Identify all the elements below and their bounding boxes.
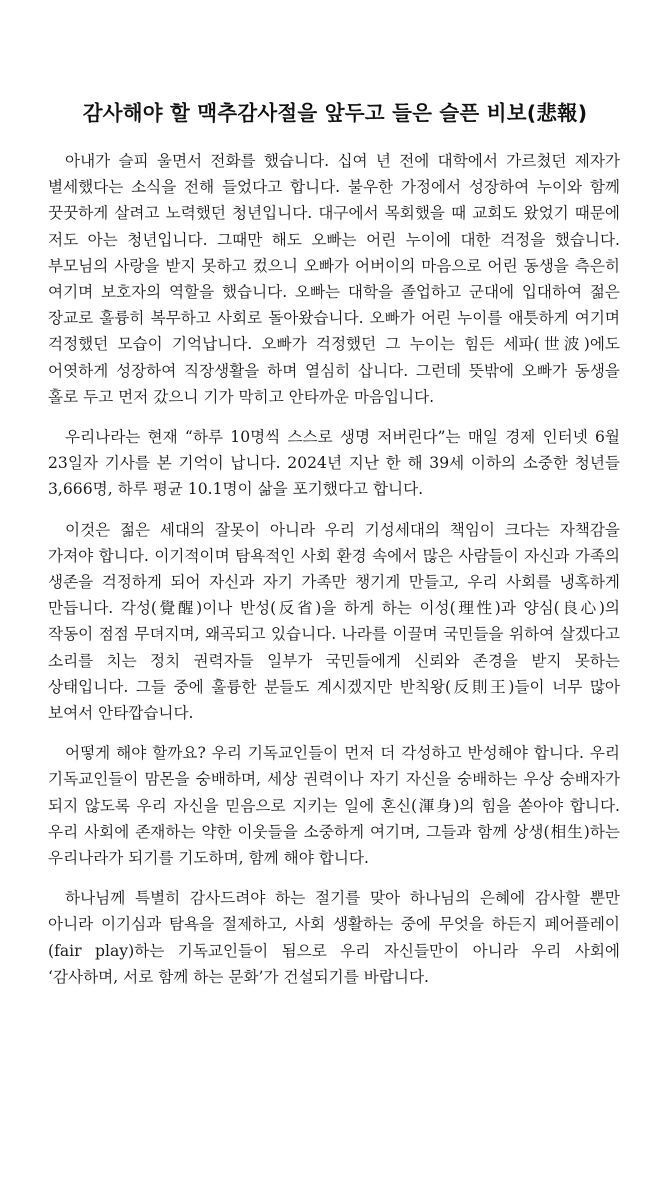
paragraph-5: 하나님께 특별히 감사드려야 하는 절기를 맞아 하나님의 은혜에 감사할 뿐만 아니라 이기심과 탐욕을 절제하고, 사회 생활하는 중에 무엇을 하든지 페어플레이(fair play)하는 기독교인들이 됨으로 우리 자신들만이 아니라 우리 사회에 ‘감사하며, 서로 함께 하는 문화’가 건설되기를 바랍니다.: [48, 889, 620, 986]
paragraph-4: 어떻게 해야 할까요? 우리 기독교인들이 먼저 더 각성하고 반성해야 합니다. 우리 기독교인들이 맘몬을 숭배하며, 세상 권력이나 자기 자신을 숭배하는 우상 숭배자가 되지 않도록 우리 자신을 믿음으로 지키는 일에 혼신(渾身)의 힘을 쏟아야 합니다. 우리 사회에 존재하는 약한 이웃들을 소중하게 여기며, 그들과 함께 상생(相生)하는 우리나라가 되기를 기도하며, 함께 해야 합니다.: [48, 744, 620, 868]
article-body: [48, 148, 620, 1004]
page-title: 감사해야 할 맥추감사절을 앞두고 들은 슬픈 비보(悲報): [82, 101, 588, 125]
paragraph-1: 아내가 슬피 울면서 전화를 했습니다. 십여 년 전에 대학에서 가르쳤던 제자가 별세했다는 소식을 전해 들었다고 합니다. 불우한 가정에서 성장하여 누이와 함께 꿋꿋하게 살려고 노력했던 청년입니다. 대구에서 목회했을 때 교회도 왔었기 때문에 저도 아는 청년입니다. 그때만 해도 오빠는 어린 누이에 대한 걱정을 했습니다. 부모님의 사랑을 받지 못하고 컸으니 오빠가 어버이의 마음으로 어린 동생을 측은히 여기며 보호자의 역할을 했습니다. 오빠는 대학을 졸업하고 군대에 입대하여 젊은 장교로 훌륭히 복무하고 사회로 돌아왔습니다. 오빠가 어린 누이를 애틋하게 여기며 걱정했던 모습이 기억납니다. 오빠가 걱정했던 그 누이는 힘든 세파(世波)에도 어엿하게 성장하여 직장생활을 하며 열심히 삽니다. 그런데 뜻밖에 오빠가 동생을 홀로 두고 먼저 갔으니 기가 막히고 안타까운 마음입니다.: [48, 152, 620, 406]
paragraph-2: 우리나라는 현재 “하루 10명씩 스스로 생명 저버린다”는 매일 경제 인터넷 6월 23일자 기사를 본 기억이 납니다. 2024년 지난 한 해 39세 이하의 소중한 청년들 3,666명, 하루 평균 10.1명이 삶을 포기했다고 합니다.: [48, 428, 620, 499]
paragraph-3: 이것은 젊은 세대의 잘못이 아니라 우리 기성세대의 책임이 크다는 자책감을 가져야 합니다. 이기적이며 탐욕적인 사회 환경 속에서 많은 사람들이 자신과 가족의 생존을 걱정하게 되어 자신과 자기 가족만 챙기게 만들고, 우리 사회를 냉혹하게 만듭니다. 각성(覺醒)이나 반성(反省)을 하게 하는 이성(理性)과 양심(良心)의 작동이 점점 무뎌지며, 왜곡되고 있습니다. 나라를 이끌며 국민들을 위하여 살겠다고 소리를 치는 정치 권력자들 일부가 국민들에게 신뢰와 존경을 받지 못하는 상태입니다. 그들 중에 훌륭한 분들도 계시겠지만 반칙왕(反則王)들이 너무 많아 보여서 안타깝습니다.: [48, 520, 620, 723]
